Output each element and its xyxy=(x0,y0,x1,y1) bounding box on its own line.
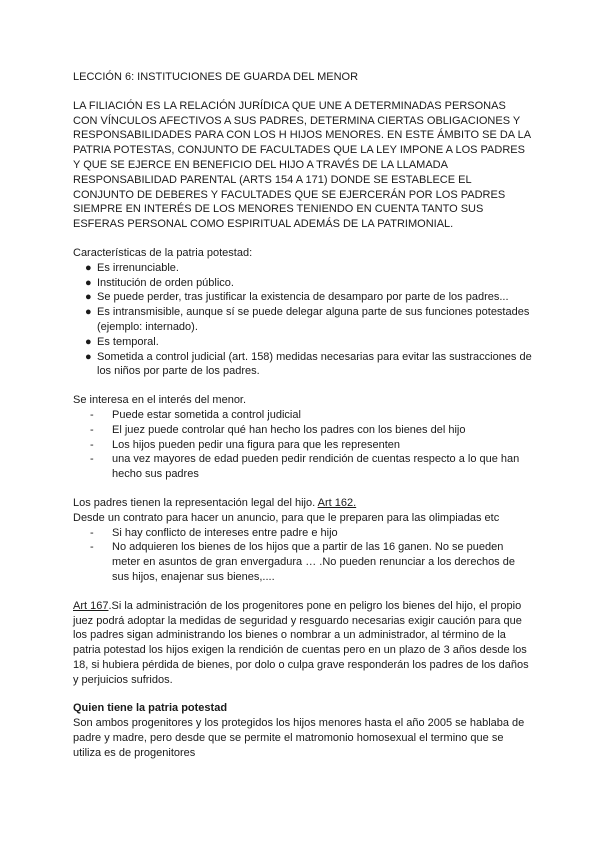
list-item: - No adquieren los bienes de los hijos que a partir de las 16 ganen. No se pueden meter en asuntos de gran envergadura … .No pueden renunciar a los derechos de sus hijos, enajenar sus bienes,.... xyxy=(90,541,515,583)
dash-icon: - xyxy=(90,423,94,436)
lesson-title: LECCIÓN 6: INSTITUCIONES DE GUARDA DEL MENOR xyxy=(73,71,359,83)
list-item: ● Institución de orden público. xyxy=(85,276,234,289)
list-item: ● Se puede perder, tras justificar la existencia de desamparo por parte de los padres... xyxy=(85,291,509,304)
representation-paragraph: Los padres tienen la representación legal del hijo. Art 162. xyxy=(73,496,357,509)
bullet-icon: ● xyxy=(85,261,92,274)
bullet-icon: ● xyxy=(85,335,92,348)
dash-icon: - xyxy=(90,453,94,466)
dash-icon: - xyxy=(90,408,94,421)
list-item: ● Sometida a control judicial (art. 158) medidas necesarias para evitar las sustracciones de los niños por parte de los padres. xyxy=(85,350,532,378)
bullet-icon: ● xyxy=(85,291,92,304)
document-page xyxy=(73,70,533,761)
list-item: - Si hay conflicto de intereses entre padre e hijo xyxy=(90,526,338,539)
bullet-icon: ● xyxy=(85,306,92,319)
list-item: - una vez mayores de edad pueden pedir rendición de cuentas respecto a lo que han hecho sus padres xyxy=(90,453,520,481)
bullet-icon: ● xyxy=(85,350,92,363)
characteristics-list xyxy=(73,261,533,379)
representation-list xyxy=(73,526,533,585)
interest-list xyxy=(73,408,533,482)
representation-subline: Desde un contrato para hacer un anuncio, para que le preparen para las olimpiadas etc xyxy=(73,511,500,524)
list-item: ● Es intransmisible, aunque sí se puede delegar alguna parte de sus funciones potestades (ejemplo: internado). xyxy=(85,306,530,333)
list-item: - Puede estar sometida a control judicial xyxy=(90,408,301,421)
art-162-link[interactable]: Art 162. xyxy=(317,496,357,509)
list-item: - El juez puede controlar qué han hecho los padres con los bienes del hijo xyxy=(90,423,466,436)
intro-paragraph: LA FILIACIÓN ES LA RELACIÓN JURÍDICA QUE UNE A DETERMINADAS PERSONAS CON VÍNCULOS AFECTIVOS A SUS PADRES, DETERMINA CIERTAS OBLIGACIONES Y RESPONSABILIDADES PARA CON LOS H HIJOS MENORES. EN ESTE ÁMBITO SE DA LA PATRIA POTESTAS, CONJUNTO DE FACULTADES QUE LA LEY IMPONE A LOS PADRES Y QUE SE EJERCE EN BENEFICIO DEL HIJO A TRAVÉS DE LA LLAMADA RESPONSABILIDAD PARENTAL (ARTS 154 A 171) DONDE SE ESTABLECE EL CONJUNTO DE DEBERES Y FACULTADES QUE SE EJERCERÁN POR LOS PADRES SIEMPRE EN INTERÉS DE LOS MENORES TENIENDO EN CUENTA TANTO SUS ESFERAS PERSONAL COMO ESPIRITUAL ADEMÁS DE LA PATRIMONIAL. xyxy=(73,99,531,231)
list-item: - Los hijos pueden pedir una figura para que les representen xyxy=(90,438,401,451)
list-item: ● Es temporal. xyxy=(85,335,159,348)
who-heading: Quien tiene la patria potestad xyxy=(73,702,228,715)
bullet-icon: ● xyxy=(85,276,92,289)
interest-heading: Se interesa en el interés del menor. xyxy=(73,394,247,407)
who-paragraph: Son ambos progenitores y los protegidos los hijos menores hasta el año 2005 se hablaba de padre y madre, pero desde que se permite el matromonio homosexual el termino que se utiliza es de progenitores xyxy=(73,717,525,759)
dash-icon: - xyxy=(90,526,94,539)
list-item: ● Es irrenunciable. xyxy=(85,261,179,274)
characteristics-heading: Características de la patria potestad: xyxy=(73,246,253,259)
dash-icon: - xyxy=(90,541,94,554)
art-167-paragraph: Art 167.Si la administración de los progenitores pone en peligro los bienes del hijo, el propio juez podrá adoptar la medidas de seguridad y resguardo necesarias exigir caución para que los padres sigan administrando los bienes o nombrar a un administrador, al término de la patria potestad los hijos exigen la rendición de cuentas pero en un plazo de 3 años desde los 18, si hubiera pérdida de bienes, por dolo o culpa grave responderán los padres de los daños y perjuicios sufridos. xyxy=(73,599,529,686)
art-167-link[interactable]: Art 167 xyxy=(73,599,109,612)
dash-icon: - xyxy=(90,438,94,451)
